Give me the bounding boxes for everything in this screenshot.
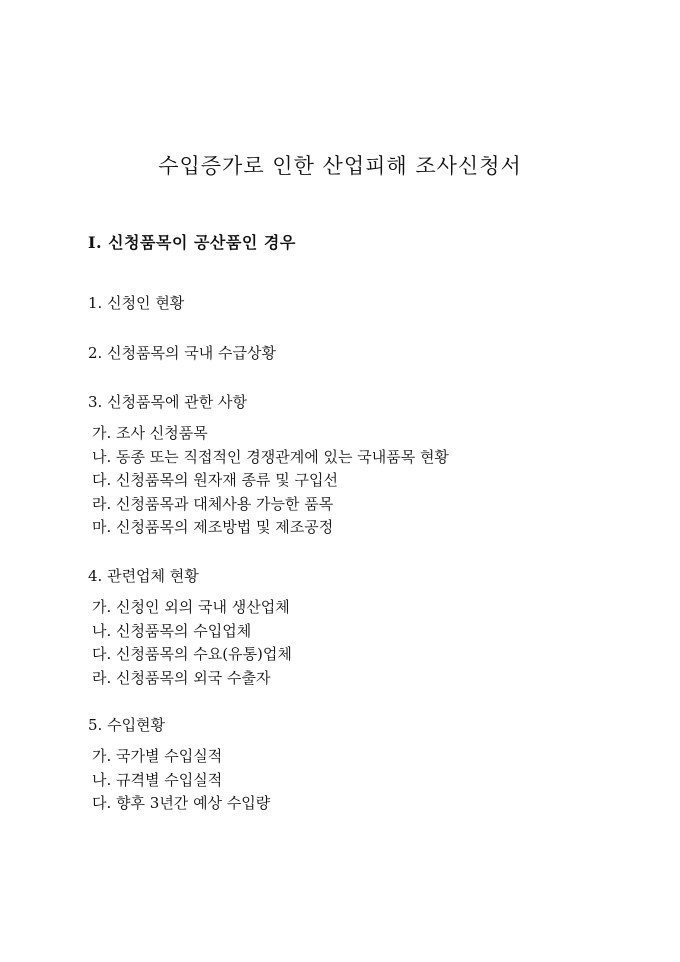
section-title: 3. 신청품목에 관한 사항 — [88, 393, 248, 411]
list-item: 다. 신청품목의 원자재 종류 및 구입선 — [92, 471, 338, 489]
section-item-details — [88, 390, 449, 540]
section-domestic-supply — [88, 341, 276, 365]
list-item: 라. 신청품목과 대체사용 가능한 품목 — [92, 494, 334, 513]
section-title: 1. 신청인 현황 — [88, 294, 185, 312]
list-item: 마. 신청품목의 제조방법 및 제조공정 — [92, 518, 334, 536]
list-item: 나. 규격별 수입실적 — [92, 770, 223, 789]
part-heading: I. 신청품목이 공산품인 경우 — [88, 233, 296, 252]
list-item: 나. 동종 또는 직접적인 경쟁관계에 있는 국내품목 현황 — [92, 447, 449, 466]
sub-item-list — [88, 596, 292, 690]
section-related-companies — [88, 564, 292, 690]
list-item: 다. 향후 3년간 예상 수입량 — [92, 794, 271, 812]
list-item: 가. 신청인 외의 국내 생산업체 — [92, 598, 290, 616]
section-title: 5. 수입현황 — [88, 716, 166, 734]
list-item: 라. 신청품목의 외국 수출자 — [92, 668, 271, 687]
section-applicant-status — [88, 291, 184, 315]
list-item: 나. 신청품목의 수입업체 — [92, 621, 252, 640]
sub-item-list — [88, 422, 449, 540]
list-item: 가. 조사 신청품목 — [92, 424, 208, 442]
document-title: 수입증가로 인한 산업피해 조사신청서 — [158, 154, 522, 178]
section-title: 2. 신청품목의 국내 수급상황 — [88, 344, 277, 362]
section-title: 4. 관련업체 현황 — [88, 567, 199, 585]
list-item: 가. 국가별 수입실적 — [92, 747, 223, 765]
section-import-status — [88, 713, 270, 816]
list-item: 다. 신청품목의 수요(유통)업체 — [92, 645, 292, 663]
sub-item-list — [88, 745, 270, 816]
